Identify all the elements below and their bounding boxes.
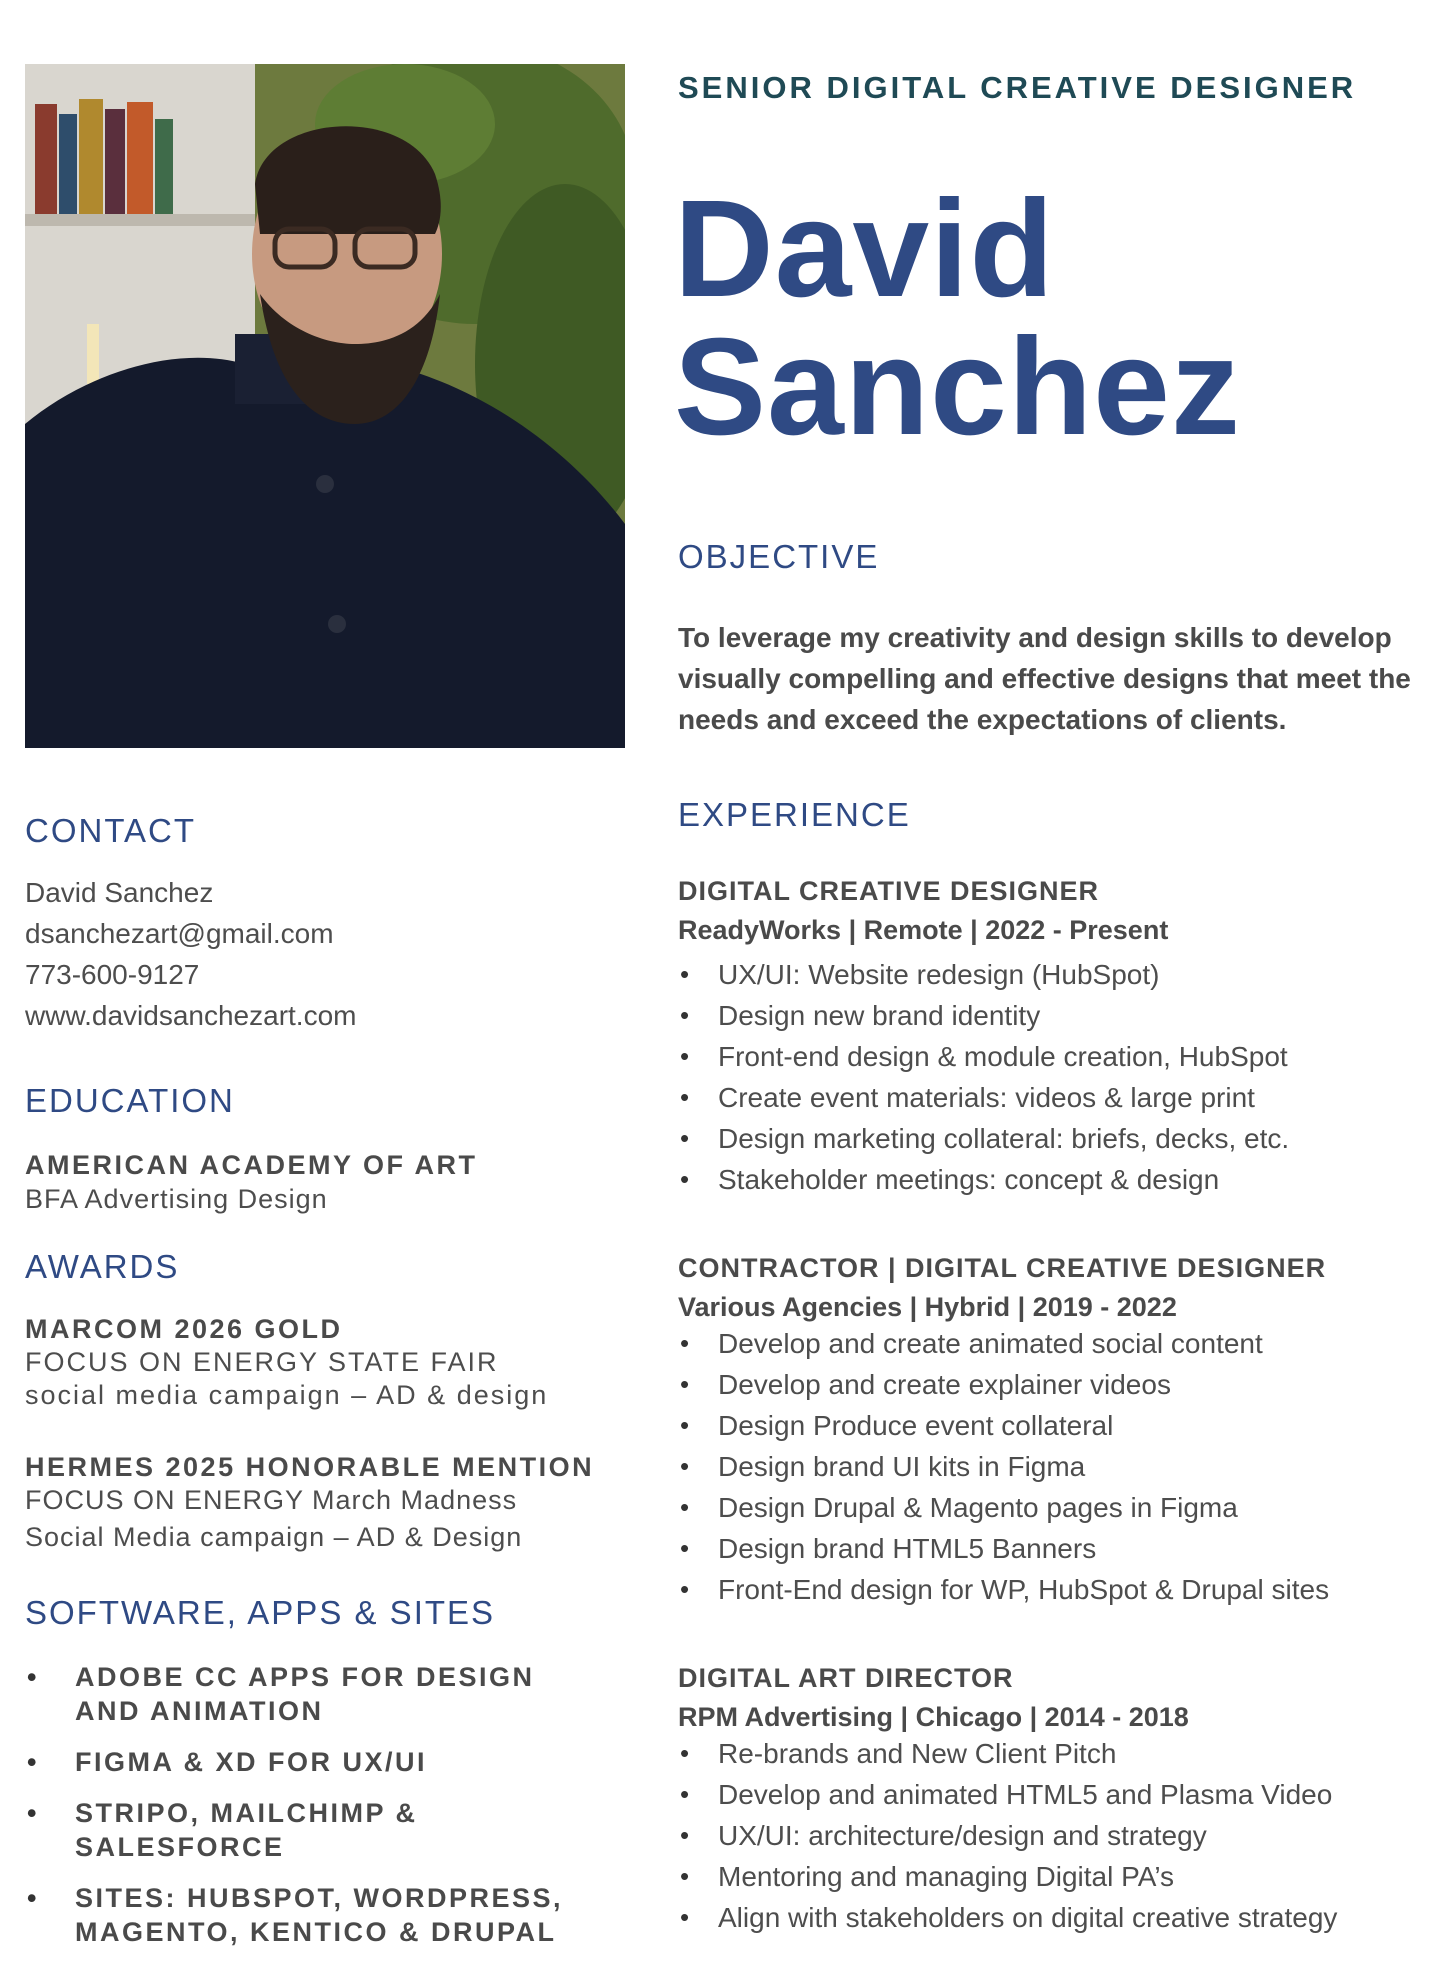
list-item: • Design new brand identity (678, 995, 1289, 1036)
award-line: FOCUS ON ENERGY March Madness (25, 1485, 518, 1515)
experience-heading: EXPERIENCE (678, 796, 911, 833)
job-bullets (678, 1733, 1337, 1938)
list-item: • Mentoring and managing Digital PA’s (678, 1856, 1337, 1897)
list-item: • Stakeholder meetings: concept & design (678, 1159, 1289, 1200)
list-item: • Design Drupal & Magento pages in Figma (678, 1487, 1329, 1528)
job-entry (678, 876, 1289, 1200)
contact-heading: CONTACT (25, 812, 197, 849)
list-item: • Align with stakeholders on digital creative strategy (678, 1897, 1337, 1938)
education-heading: EDUCATION (25, 1082, 235, 1119)
award-line: FOCUS ON ENERGY STATE FAIR (25, 1347, 499, 1377)
software-list (25, 1660, 605, 1966)
list-item: • Design Produce event collateral (678, 1405, 1329, 1446)
first-name: David (674, 172, 1055, 326)
job-bullets (678, 1323, 1329, 1610)
job-meta: RPM Advertising | Chicago | 2014 - 2018 (678, 1702, 1189, 1732)
contact-name: David Sanchez (25, 877, 214, 908)
job-title-eyebrow: SENIOR DIGITAL CREATIVE DESIGNER (678, 70, 1357, 105)
list-item: • Front-end design & module creation, HubSpot (678, 1036, 1289, 1077)
list-item: • Front-End design for WP, HubSpot & Drupal sites (678, 1569, 1329, 1610)
award-line: Social Media campaign – AD & Design (25, 1522, 523, 1552)
job-title: CONTRACTOR | DIGITAL CREATIVE DESIGNER (678, 1253, 1327, 1283)
contact-block (25, 872, 356, 1036)
education-school: AMERICAN ACADEMY OF ART (25, 1150, 478, 1180)
portrait-photo (25, 64, 625, 748)
list-item: • Re-brands and New Client Pitch (678, 1733, 1337, 1774)
list-item: • SITES: HUBSPOT, WORDPRESS, MAGENTO, KENTICO & DRUPAL (25, 1881, 605, 1949)
list-item: • Develop and animated HTML5 and Plasma Video (678, 1774, 1337, 1815)
contact-phone[interactable]: 773-600-9127 (25, 959, 200, 990)
list-item: • STRIPO, MAILCHIMP & SALESFORCE (25, 1796, 605, 1864)
list-item: • Develop and create explainer videos (678, 1364, 1329, 1405)
job-entry (678, 1253, 1329, 1610)
list-item: • FIGMA & XD FOR UX/UI (25, 1745, 605, 1779)
full-name (674, 172, 1241, 464)
job-entry (678, 1663, 1337, 1938)
last-name: Sanchez (674, 310, 1241, 464)
job-title: DIGITAL ART DIRECTOR (678, 1663, 1014, 1693)
list-item: • Design marketing collateral: briefs, decks, etc. (678, 1118, 1289, 1159)
list-item: • UX/UI: architecture/design and strategy (678, 1815, 1337, 1856)
award-title: MARCOM 2026 GOLD (25, 1314, 343, 1344)
list-item: • UX/UI: Website redesign (HubSpot) (678, 954, 1289, 995)
award-title: HERMES 2025 HONORABLE MENTION (25, 1452, 595, 1482)
list-item: • Develop and create animated social content (678, 1323, 1329, 1364)
job-meta: ReadyWorks | Remote | 2022 - Present (678, 915, 1169, 945)
software-heading: SOFTWARE, APPS & SITES (25, 1594, 496, 1631)
list-item: • ADOBE CC APPS FOR DESIGN AND ANIMATION (25, 1660, 605, 1728)
job-title: DIGITAL CREATIVE DESIGNER (678, 876, 1100, 906)
objective-text: To leverage my creativity and design skills to develop visually compelling and effective designs that meet the needs and exceed the expectations of clients. (678, 622, 1411, 735)
job-bullets (678, 954, 1289, 1200)
awards-heading: AWARDS (25, 1248, 180, 1285)
job-meta: Various Agencies | Hybrid | 2019 - 2022 (678, 1292, 1177, 1322)
award-item (25, 1314, 548, 1411)
list-item: • Design brand HTML5 Banners (678, 1528, 1329, 1569)
list-item: • Design brand UI kits in Figma (678, 1446, 1329, 1487)
award-line: social media campaign – AD & design (25, 1380, 549, 1410)
list-item: • Create event materials: videos & large print (678, 1077, 1289, 1118)
objective-heading: OBJECTIVE (678, 538, 880, 575)
contact-website[interactable]: www.davidsanchezart.com (25, 1000, 357, 1031)
education-degree: BFA Advertising Design (25, 1184, 328, 1214)
award-item (25, 1452, 594, 1553)
contact-email[interactable]: dsanchezart@gmail.com (25, 918, 334, 949)
